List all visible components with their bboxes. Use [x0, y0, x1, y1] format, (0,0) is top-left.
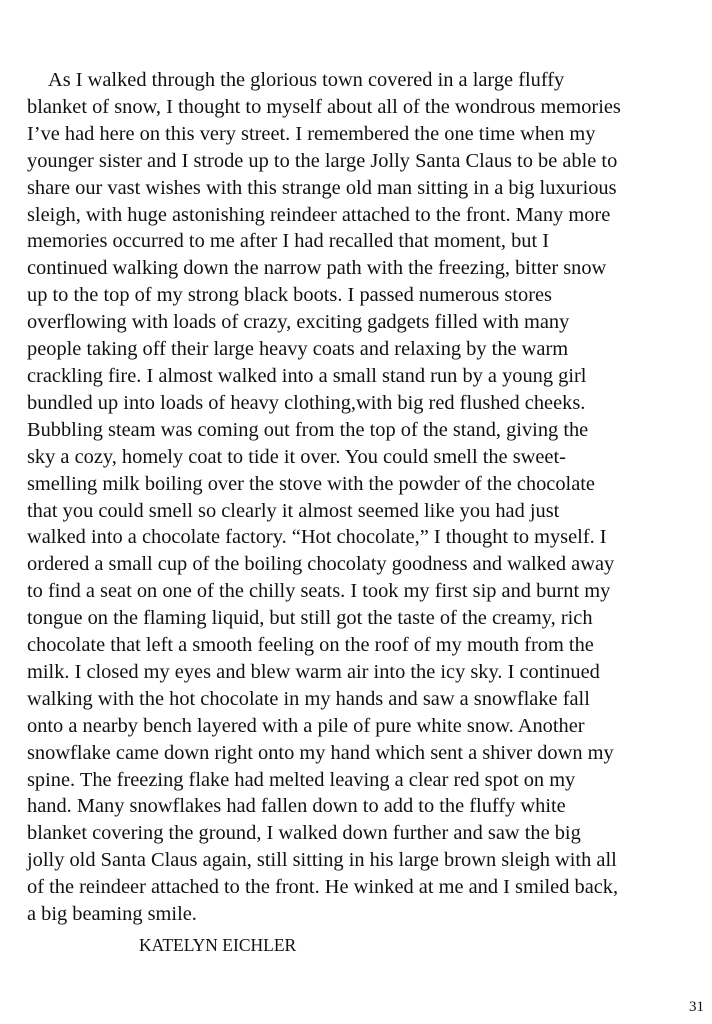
story-line: to find a seat on one of the chilly seats. I took my first sip and burnt my: [27, 580, 611, 603]
page-number: 31: [689, 999, 704, 1015]
story-line: blanket covering the ground, I walked down further and saw the big: [27, 822, 581, 845]
story-line: chocolate that left a smooth feeling on the roof of my mouth from the: [27, 634, 594, 657]
story-line: of the reindeer attached to the front. He winked at me and I smiled back,: [27, 876, 619, 899]
story-line: crackling fire. I almost walked into a small stand run by a young girl: [27, 364, 587, 387]
story-line: Bubbling steam was coming out from the top of the stand, giving the: [27, 418, 589, 441]
story-line: continued walking down the narrow path with the freezing, bitter snow: [27, 257, 607, 280]
story-line: hand. Many snowflakes had fallen down to add to the fluffy white: [27, 795, 566, 818]
story-line: up to the top of my strong black boots. I passed numerous stores: [27, 284, 552, 307]
story-line: onto a nearby bench layered with a pile of pure white snow. Another: [27, 714, 585, 737]
story-line: As I walked through the glorious town covered in a large fluffy: [48, 69, 565, 91]
story-line: a big beaming smile.: [27, 903, 197, 926]
story-paragraph: [27, 67, 707, 928]
story-line: that you could smell so clearly it almost seemed like you had just: [27, 499, 560, 522]
story-line: smelling milk boiling over the stove with the powder of the chocolate: [27, 472, 595, 495]
story-line: share our vast wishes with this strange old man sitting in a big luxurious: [27, 176, 617, 199]
story-line: sleigh, with huge astonishing reindeer attached to the front. Many more: [27, 203, 611, 226]
story-line: people taking off their large heavy coats and relaxing by the warm: [27, 338, 569, 361]
story-line: walked into a chocolate factory. “Hot chocolate,” I thought to myself. I: [27, 526, 607, 549]
story-line: walking with the hot chocolate in my hands and saw a snowflake fall: [27, 687, 590, 710]
story-line: younger sister and I strode up to the large Jolly Santa Claus to be able to: [27, 149, 618, 172]
author-name: KATELYN EICHLER: [139, 935, 297, 955]
story-line: ordered a small cup of the boiling chocolaty goodness and walked away: [27, 553, 615, 576]
story-line: memories occurred to me after I had recalled that moment, but I: [27, 230, 550, 253]
story-line: I’ve had here on this very street. I remembered the one time when my: [27, 122, 596, 145]
story-line: spine. The freezing flake had melted leaving a clear red spot on my: [27, 768, 576, 791]
story-line: sky a cozy, homely coat to tide it over. You could smell the sweet-: [27, 445, 566, 468]
story-line: snowflake came down right onto my hand which sent a shiver down my: [27, 741, 614, 764]
story-line: blanket of snow, I thought to myself about all of the wondrous memories: [27, 95, 621, 118]
story-line: tongue on the flaming liquid, but still got the taste of the creamy, rich: [27, 607, 593, 630]
story-line: milk. I closed my eyes and blew warm air into the icy sky. I continued: [27, 660, 600, 683]
story-line: bundled up into loads of heavy clothing,with big red flushed cheeks.: [27, 391, 586, 414]
story-line: overflowing with loads of crazy, exciting gadgets filled with many: [27, 311, 570, 334]
story-line: jolly old Santa Claus again, still sitting in his large brown sleigh with all: [27, 849, 617, 872]
